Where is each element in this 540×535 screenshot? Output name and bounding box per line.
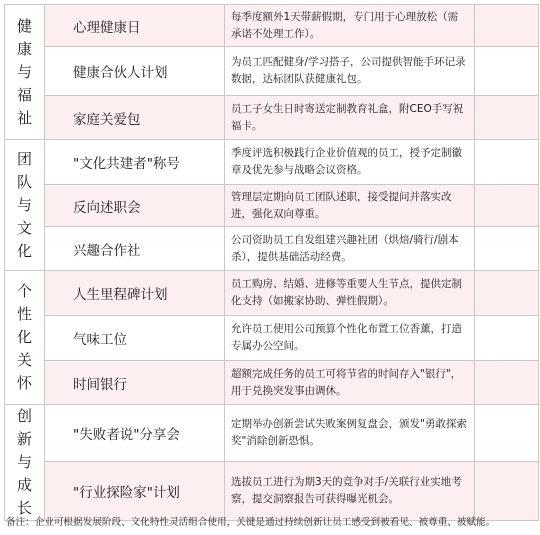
item-name: 兴趣合作社: [45, 227, 225, 271]
category-cell: 健 康 与 福 祉: [5, 5, 45, 140]
benefits-table: [4, 4, 539, 521]
category-cell: 创 新 与 成 长: [5, 405, 45, 521]
empty-cell: [475, 47, 539, 96]
item-name: 时间银行: [45, 361, 225, 405]
item-description: 员工子女生日时寄送定制教育礼盒，附CEO手写祝福卡。: [225, 96, 475, 140]
empty-cell: [475, 316, 539, 361]
empty-cell: [475, 271, 539, 316]
empty-cell: [475, 361, 539, 405]
empty-cell: [475, 140, 539, 185]
item-description: 公司资助员工自发组建兴趣社团（烘焙/骑行/剧本杀），提供基础活动经费。: [225, 227, 475, 271]
empty-cell: [475, 227, 539, 271]
item-description: 管理层定期向员工团队述职，接受提问并落实改进，强化双向尊重。: [225, 185, 475, 227]
item-description: 超额完成任务的员工可将节省的时间存入"银行"，用于兑换突发事由调休。: [225, 361, 475, 405]
item-name: "失败者说"分享会: [45, 405, 225, 462]
item-description: 选拔员工进行为期3天的竞争对手/关联行业实地考察，提交洞察报告可获得曝光机会。: [225, 462, 475, 521]
empty-cell: [475, 185, 539, 227]
item-description: 为员工匹配健身/学习搭子，公司提供智能手环记录数据，达标团队获健康礼包。: [225, 47, 475, 96]
empty-cell: [475, 96, 539, 140]
item-description: 员工购房、结婚、进修等重要人生节点，提供定制化支持（如搬家协助、弹性假期）。: [225, 271, 475, 316]
item-description: 允许员工使用公司预算个性化布置工位香薰，打造专属办公空间。: [225, 316, 475, 361]
item-name: "行业探险家"计划: [45, 462, 225, 521]
table-row: [5, 462, 539, 521]
item-description: 每季度额外1天带薪假期，专门用于心理放松（需承诺不处理工作）。: [225, 5, 475, 47]
table-row: [5, 5, 539, 47]
empty-cell: [475, 462, 539, 521]
table-row: [5, 316, 539, 361]
item-description: 定期举办创新尝试失败案例复盘会，颁发"勇敢探索奖"消除创新恐惧。: [225, 405, 475, 462]
category-cell: 团 队 与 文 化: [5, 140, 45, 271]
item-name: 健康合伙人计划: [45, 47, 225, 96]
table-row: [5, 47, 539, 96]
empty-cell: [475, 5, 539, 47]
table-row: [5, 361, 539, 405]
table-row: [5, 185, 539, 227]
table-row: [5, 227, 539, 271]
item-name: "文化共建者"称号: [45, 140, 225, 185]
category-cell: 个 性 化 关 怀: [5, 271, 45, 405]
footnote: 备注：企业可根据发展阶段、文化特性灵活组合使用，关键是通过持续创新让员工感受到被看见、被尊重、被赋能。: [6, 517, 496, 528]
table-row: [5, 271, 539, 316]
item-name: 家庭关爱包: [45, 96, 225, 140]
table-row: [5, 140, 539, 185]
item-name: 心理健康日: [45, 5, 225, 47]
table-row: [5, 96, 539, 140]
item-name: 反向述职会: [45, 185, 225, 227]
empty-cell: [475, 405, 539, 462]
table-row: [5, 405, 539, 462]
item-name: 气味工位: [45, 316, 225, 361]
item-name: 人生里程碑计划: [45, 271, 225, 316]
item-description: 季度评选积极践行企业价值观的员工，授予定制徽章及优先参与战略会议资格。: [225, 140, 475, 185]
